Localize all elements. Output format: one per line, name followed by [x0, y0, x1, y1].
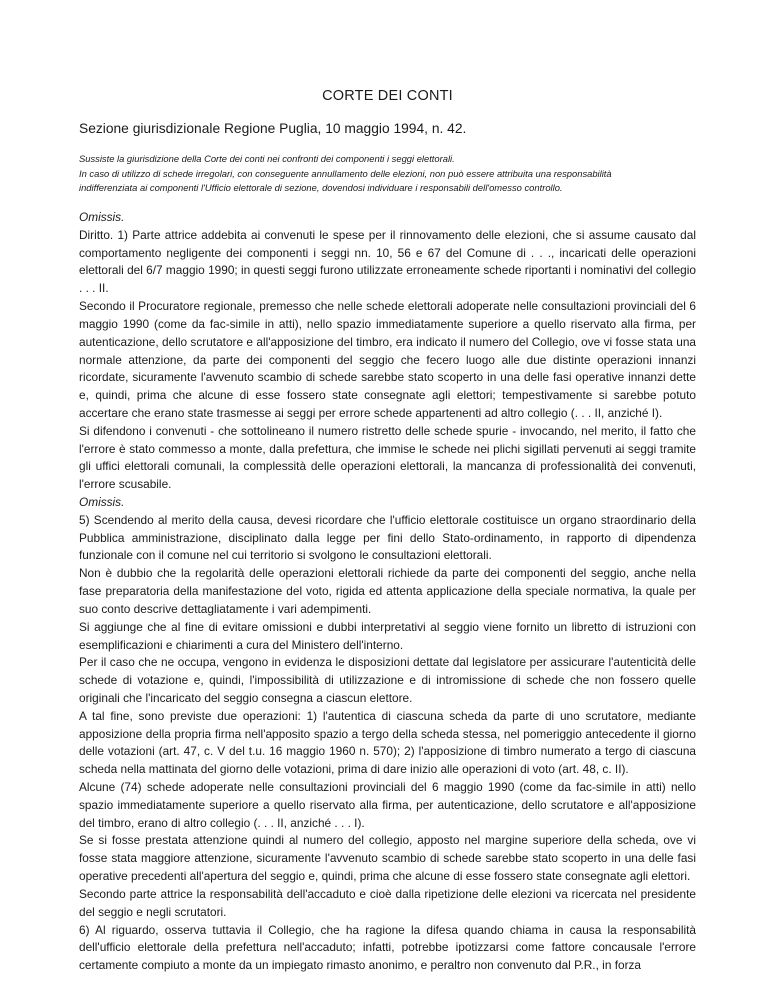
paragraph: 5) Scendendo al merito della causa, devesi ricordare che l'ufficio elettorale costituisce un organo straordinario della Pubblica amministrazione, disciplinato dalla legge per fini dello Stato-ordinamento, in rapporto di dipendenza funzionale con il comune nel cui territorio si svolgono le consultazioni elettorali.	[79, 512, 696, 563]
paragraph: Secondo parte attrice la responsabilità dell'accaduto e cioè dalla ripetizione delle elezioni va ricercata nel presidente del seggio e negli scrutatori.	[79, 886, 696, 919]
paragraph: Si aggiunge che al fine di evitare omissioni e dubbi interpretativi al seggio viene fornito un libretto di istruzioni con esemplificazioni e chiarimenti a cura del Ministero dell'interno.	[79, 619, 696, 652]
paragraph: Diritto. 1) Parte attrice addebita ai convenuti le spese per il rinnovamento delle elezioni, che si assume causato dal comportamento negligente dei componenti i seggi nn. 10, 56 e 67 del Comune di . . ., incaricati delle operazioni elettorali del 6/7 maggio 1990; in questi seggi furono utilizzate erroneamente schede riportanti i nominativi del collegio . . . II.	[79, 227, 696, 296]
paragraph: Secondo il Procuratore regionale, premesso che nelle schede elettorali adoperate nelle consultazioni provinciali del 6 maggio 1990 (come da fac-simile in atti), nello spazio immediatamente superiore a quello riservato alla firma, per autenticazione, dello scrutatore e all'apposizione del timbro, era indicato il numero del Collegio, ove vi fosse stata una normale attenzione, da parte dei componenti del seggio che fecero luogo alle due distinte operazioni innanzi ricordate, sicuramente l'avvenuto scambio di schede sarebbe stato scoperto in una delle fasi operative innanzi dette e, quindi, prima che alcune di esse fossero state consegnate agli elettori; tempestivamente si sarebbe potuto accertare che erano state trasmesse ai seggi per errore schede appartenenti ad altro collegio (. . . II, anziché I).	[79, 299, 696, 420]
paragraph-omissis: Omissis.	[79, 210, 125, 224]
paragraph: Non è dubbio che la regolarità delle operazioni elettorali richiede da parte dei componenti del seggio, anche nella fase preparatoria della manifestazione del voto, rigida ed attenta applicazione della speciale normativa, la quale per suo conto descrive dettagliatamente i vari adempimenti.	[79, 566, 696, 616]
paragraph-omissis: Omissis.	[79, 495, 125, 509]
massima-line: In caso di utilizzo di schede irregolari, con conseguente annullamento delle elezioni, non può essere attribuita una responsabilità	[79, 167, 612, 179]
massima-line: Sussiste la giurisdizione della Corte dei conti nei confronti dei componenti i seggi elettorali.	[79, 153, 455, 164]
document-body	[79, 209, 696, 975]
paragraph: Si difendono i convenuti - che sottolineano il numero ristretto delle schede spurie - invocando, nel merito, il fatto che l'errore è stato commesso a monte, dalla prefettura, che immise le schede nei plichi sigillati pervenuti ai seggi tramite gli uffici elettorali comunali, la complessità delle operazioni elettorali, la mancanza di professionalità dei convenuti, l'errore scusabile.	[79, 423, 696, 492]
paragraph: 6) Al riguardo, osserva tuttavia il Collegio, che ha ragione la difesa quando chiama in causa la responsabilità dell'ufficio elettorale della prefettura nell'accaduto; infatti, potrebbe ipotizzarsi come fattore concausale l'errore certamente compiuto a monte da un impiegato rimasto anonimo, e peraltro non convenuto dal P.R., in forza	[79, 922, 696, 973]
massima-line: indifferenziata ai componenti l'Ufficio elettorale di sezione, dovendosi individuare i responsabili dell'omesso controllo.	[79, 182, 563, 194]
paragraph: Se si fosse prestata attenzione quindi al numero del collegio, apposto nel margine superiore della scheda, ove vi fosse stata maggiore attenzione, sicuramente l'avvenuto scambio di schede sarebbe stato scoperto in una delle fasi operative precedenti all'apertura del seggio e, quindi, prima che alcune di esse fossero state consegnate agli elettori.	[79, 833, 696, 884]
massima-block	[79, 152, 696, 196]
paragraph: Per il caso che ne occupa, vengono in evidenza le disposizioni dettate dal legislatore per assicurare l'autenticità delle schede di votazione e, quindi, l'impossibilità di utilizzazione e di intromissione di schede che non fossero quelle originali che l'incaricato del seggio consegna a ciascun elettore.	[79, 655, 696, 705]
paragraph: A tal fine, sono previste due operazioni: 1) l'autentica di ciascuna scheda da parte di uno scrutatore, mediante apposizione della propria firma nell'apposito spazio a tergo della scheda stessa, nel pomeriggio antecedente il giorno delle votazioni (art. 47, c. V del t.u. 16 maggio 1960 n. 570); 2) l'apposizione di timbro numerato a tergo di ciascuna scheda nella mattinata del giorno delle votazioni, prima di dare inizio alle operazioni di voto (art. 48, c. II).	[79, 708, 696, 777]
document-subtitle: Sezione giurisdizionale Regione Puglia, 10 maggio 1994, n. 42.	[79, 121, 467, 136]
document-title: CORTE DEI CONTI	[322, 88, 453, 104]
paragraph: Alcune (74) schede adoperate nelle consultazioni provinciali del 6 maggio 1990 (come da fac-simile in atti) nello spazio immediatamente superiore a quello riservato alla firma, per autenticazione, dello scrutatore e all'apposizione del timbro, erano di altro collegio (. . . II, anziché . . . I).	[79, 780, 696, 830]
